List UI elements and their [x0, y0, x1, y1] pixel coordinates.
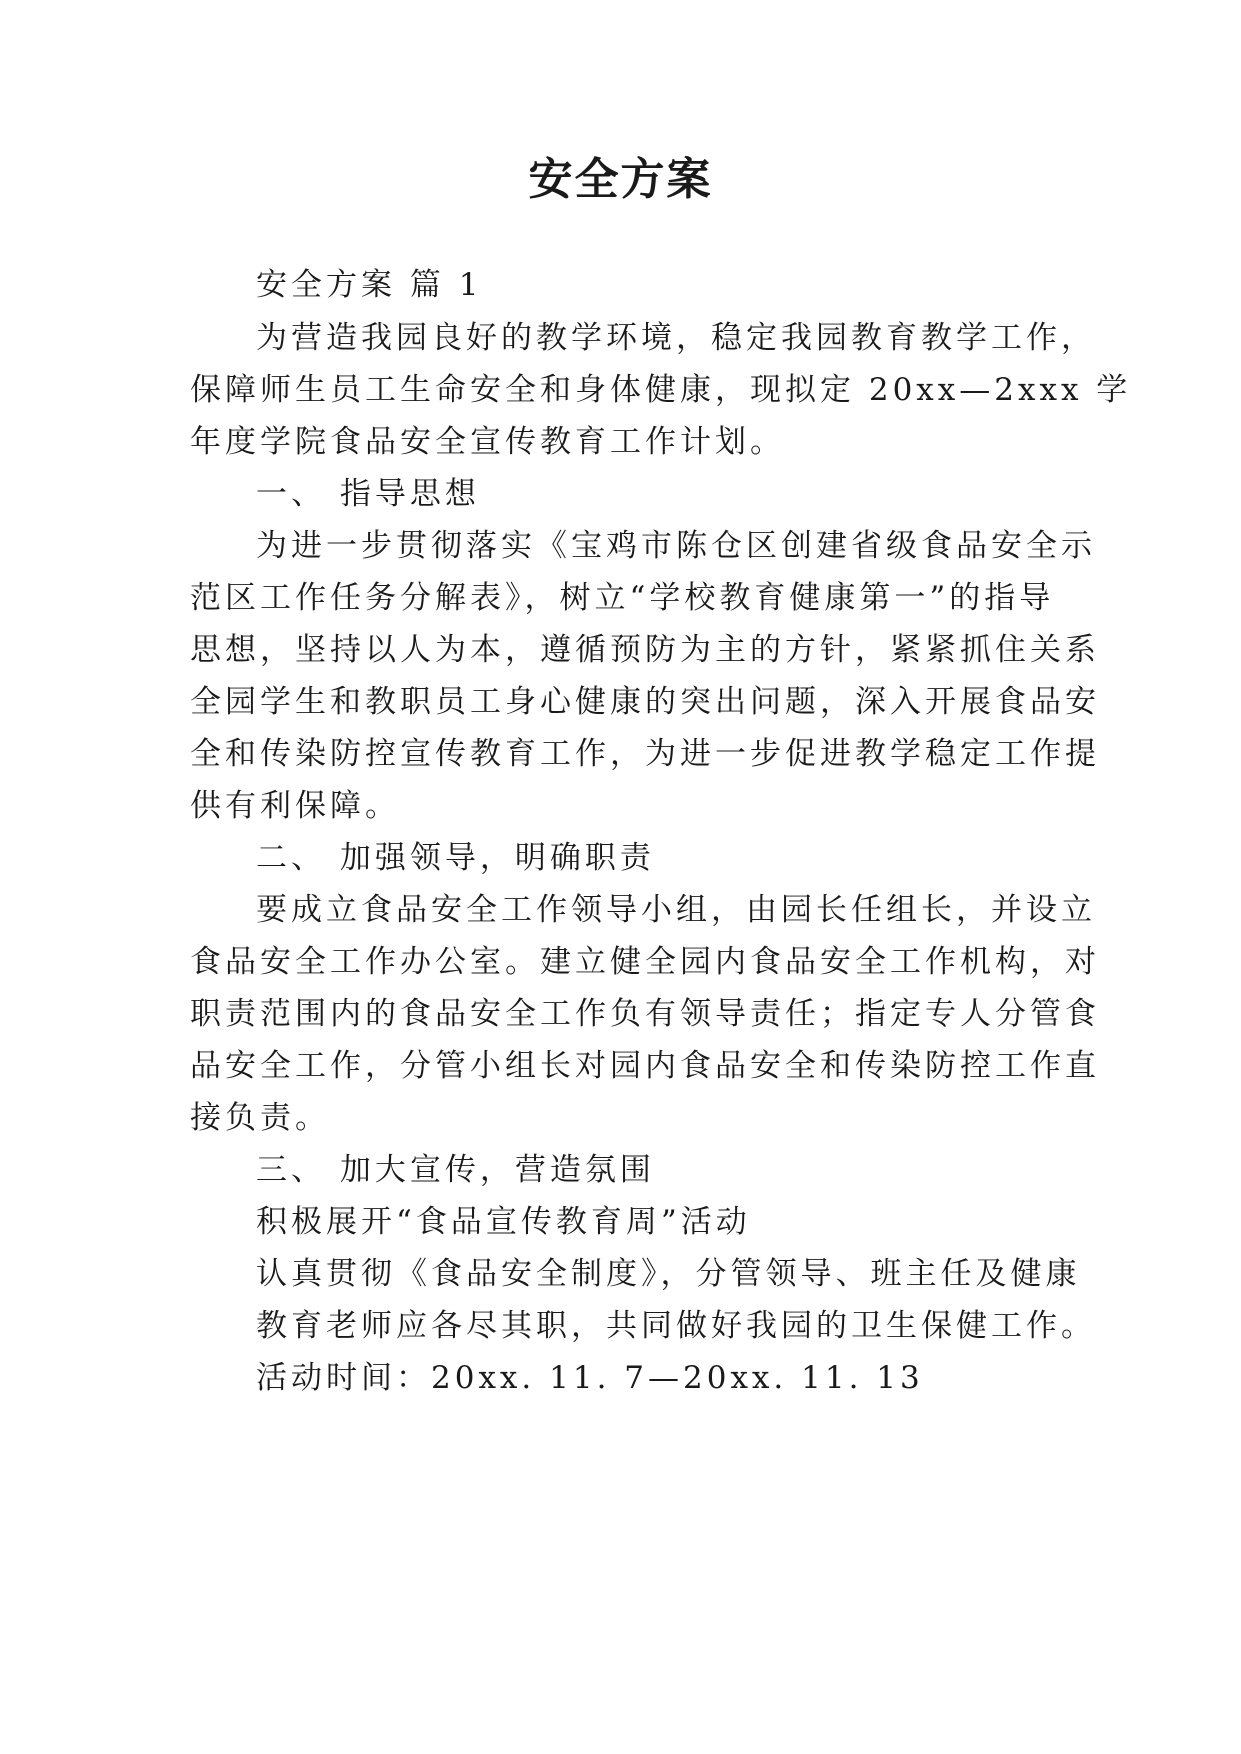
- section-heading: 二、 加强领导，明确职责: [256, 840, 655, 876]
- paragraph-line: 供有利保障。: [190, 788, 400, 824]
- paragraph-line: 全和传染防控宣传教育工作，为进一步促进教学稳定工作提: [190, 736, 1100, 772]
- section-heading: 三、 加大宣传，营造氛围: [256, 1152, 655, 1188]
- paragraph-line: 为营造我园良好的教学环境，稳定我园教育教学工作，: [256, 320, 1096, 356]
- paragraph-line: 思想，坚持以人为本，遵循预防为主的方针，紧紧抓住关系: [190, 632, 1100, 668]
- paragraph-line: 教育老师应各尽其职，共同做好我园的卫生保健工作。: [256, 1308, 1096, 1344]
- activity-time: 活动时间：20xx. 11. 7—20xx. 11. 13: [256, 1360, 924, 1396]
- paragraph-line: 接负责。: [190, 1100, 330, 1136]
- paragraph-line: 品安全工作，分管小组长对园内食品安全和传染防控工作直: [190, 1048, 1100, 1084]
- paragraph-line: 食品安全工作办公室。建立健全园内食品安全工作机构，对: [190, 944, 1100, 980]
- paragraph-line: 年度学院食品安全宣传教育工作计划。: [190, 424, 785, 460]
- section-heading: 一、 指导思想: [256, 476, 480, 512]
- paragraph-line: 为进一步贯彻落实《宝鸡市陈仓区创建省级食品安全示: [256, 528, 1096, 564]
- paragraph-line: 全园学生和教职员工身心健康的突出问题，深入开展食品安: [190, 684, 1100, 720]
- paragraph-line: 保障师生员工生命安全和身体健康，现拟定 20xx—2xxx 学: [190, 372, 1132, 408]
- paragraph-line: 认真贯彻《食品安全制度》，分管领导、班主任及健康: [256, 1256, 1081, 1292]
- section-label: 安全方案 篇 1: [256, 267, 483, 303]
- paragraph-line: 职责范围内的食品安全工作负有领导责任；指定专人分管食: [190, 996, 1100, 1032]
- paragraph-line: 要成立食品安全工作领导小组，由园长任组长，并设立: [256, 892, 1096, 928]
- paragraph-line: 范区工作任务分解表》，树立“学校教育健康第一”的指导: [190, 580, 1055, 616]
- page-title: 安全方案: [528, 154, 713, 205]
- paragraph-line: 积极展开“食品宣传教育周”活动: [256, 1204, 751, 1240]
